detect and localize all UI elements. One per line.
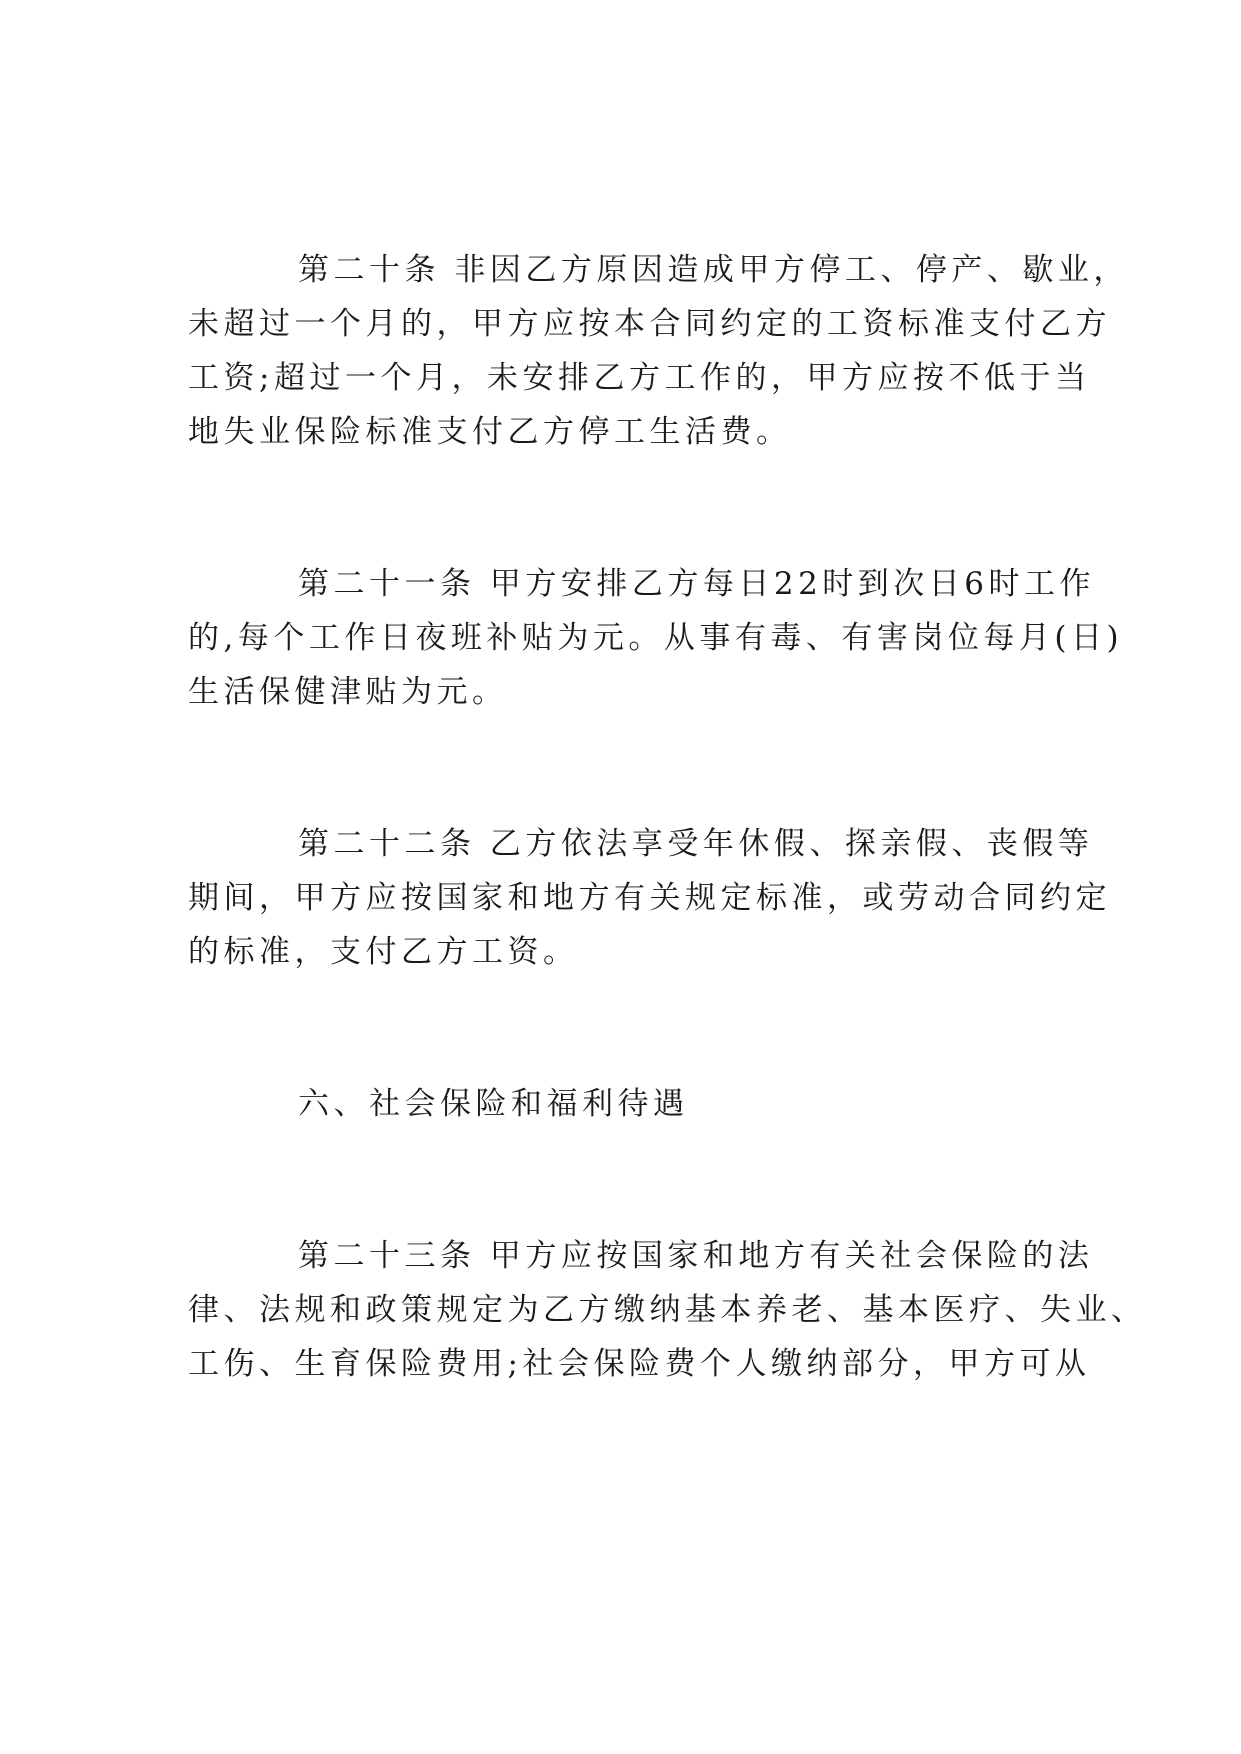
text-line: 第二十三条 甲方应按国家和地方有关社会保险的法 <box>298 1238 1094 1274</box>
text-line: 第二十二条 乙方依法享受年休假、探亲假、丧假等 <box>298 826 1094 862</box>
text-line: 期间，甲方应按国家和地方有关规定标准，或劳动合同约定 <box>188 880 1111 916</box>
text-line: 工伤、生育保险费用;社会保险费个人缴纳部分，甲方可从 <box>188 1346 1091 1382</box>
text-line: 的,每个工作日夜班补贴为元。从事有毒、有害岗位每月(日) <box>188 620 1124 656</box>
section-title: 六、社会保险和福利待遇 <box>298 1086 689 1122</box>
text-line: 第二十条 非因乙方原因造成甲方停工、停产、歇业， <box>298 252 1129 288</box>
text-line: 地失业保险标准支付乙方停工生活费。 <box>188 414 792 450</box>
text-line: 生活保健津贴为元。 <box>188 674 508 710</box>
text-line: 律、法规和政策规定为乙方缴纳基本养老、基本医疗、失业、 <box>188 1292 1147 1328</box>
text-line: 未超过一个月的，甲方应按本合同约定的工资标准支付乙方 <box>188 306 1111 342</box>
text-line: 的标准，支付乙方工资。 <box>188 934 579 970</box>
text-line: 工资;超过一个月，未安排乙方工作的，甲方应按不低于当 <box>188 360 1091 396</box>
text-line: 第二十一条 甲方安排乙方每日22时到次日6时工作 <box>298 566 1096 602</box>
